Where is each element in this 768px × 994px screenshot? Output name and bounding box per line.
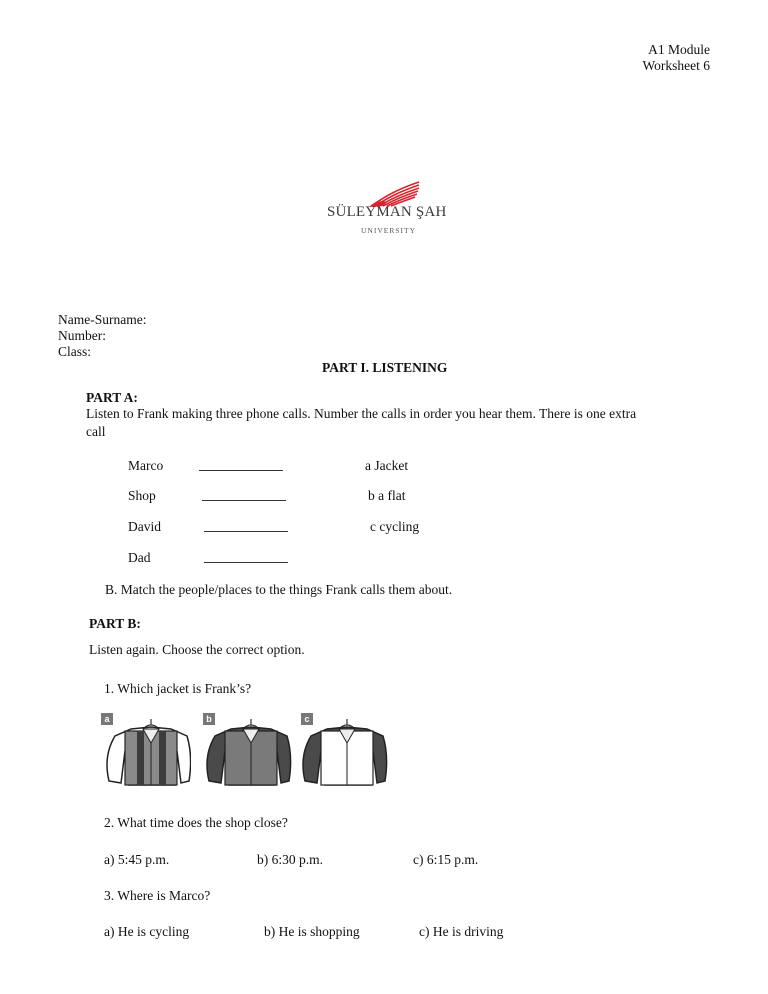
answer-blank-marco[interactable] <box>199 458 283 475</box>
worksheet-label: Worksheet 6 <box>642 58 710 73</box>
jacket-options <box>101 711 361 791</box>
document-header <box>642 42 710 74</box>
part-b-instructions: Listen again. Choose the correct option. <box>89 642 305 657</box>
topic-c: c cycling <box>370 519 420 534</box>
question-2-option-b[interactable]: b) 6:30 p.m. <box>257 852 323 867</box>
question-3-option-b[interactable]: b) He is shopping <box>264 924 360 939</box>
part-a-title: PART A: <box>86 390 138 405</box>
question-1: 1. Which jacket is Frank’s? <box>104 681 252 696</box>
module-label: A1 Module <box>648 42 710 57</box>
question-3: 3. Where is Marco? <box>104 888 211 903</box>
student-info <box>58 312 146 360</box>
jacket-c-icon <box>301 711 391 791</box>
option-letter-c: c <box>301 713 313 725</box>
question-2-option-c[interactable]: c) 6:15 p.m. <box>413 852 479 867</box>
topic-b: b a flat <box>368 488 406 503</box>
jacket-option-b[interactable] <box>203 711 293 791</box>
section-title: PART I. LISTENING <box>322 360 448 375</box>
option-letter-a: a <box>101 713 113 725</box>
part-b-title: PART B: <box>89 616 141 631</box>
number-label: Number: <box>58 328 106 343</box>
jacket-option-a[interactable] <box>101 711 191 791</box>
question-3-option-a[interactable]: a) He is cycling <box>104 924 190 939</box>
logo-subtitle: UNIVERSITY <box>361 226 416 235</box>
class-label: Class: <box>58 344 92 359</box>
jacket-b-icon <box>203 711 293 791</box>
match-instruction: B. Match the people/places to the things Frank calls them about. <box>105 582 453 597</box>
answer-blank-david[interactable] <box>204 519 288 536</box>
row-name-david: David <box>128 519 161 534</box>
part-a-instructions: Listen to Frank making three phone calls. Number the calls in order you hear them. There is one extra <box>86 406 637 421</box>
jacket-option-c[interactable] <box>301 711 391 791</box>
topic-a: a Jacket <box>365 458 409 473</box>
answer-blank-dad[interactable] <box>204 550 288 567</box>
row-name-shop: Shop <box>128 488 156 503</box>
logo-name: SÜLEYMAN ŞAH <box>327 204 447 220</box>
row-name-dad: Dad <box>128 550 151 565</box>
university-logo <box>323 180 463 242</box>
jacket-a-icon <box>101 711 191 791</box>
question-2: 2. What time does the shop close? <box>104 815 288 830</box>
part-a-instructions-cont: call <box>86 424 106 439</box>
question-3-option-c[interactable]: c) He is driving <box>419 924 504 939</box>
name-surname-label: Name-Surname: <box>58 312 147 327</box>
row-name-marco: Marco <box>128 458 164 473</box>
answer-blank-shop[interactable] <box>202 488 286 505</box>
option-letter-b: b <box>203 713 215 725</box>
question-2-option-a[interactable]: a) 5:45 p.m. <box>104 852 170 867</box>
